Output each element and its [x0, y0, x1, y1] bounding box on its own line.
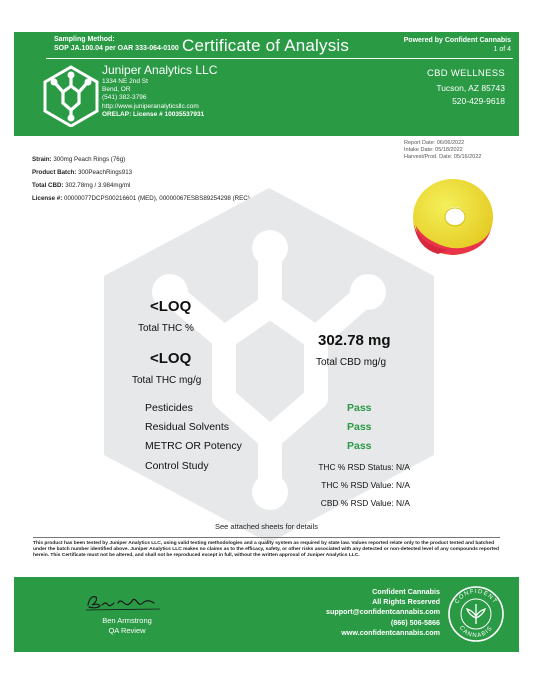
disclaimer-divider [33, 537, 500, 538]
total-thc-mg-label: Total THC mg/g [132, 375, 202, 386]
page-number: 1 of 4 [493, 46, 511, 53]
juniper-molecule-logo-icon [42, 65, 100, 127]
lab-url-link[interactable]: http://www.juniperanalyticsllc.com [102, 102, 199, 110]
test-label-residual-solvents: Residual Solvents [145, 421, 230, 433]
test-result-pesticides: Pass [347, 402, 372, 414]
confident-cannabis-contact: Confident Cannabis All Rights Reserved support@confidentcannabis.com (866) 506-5866 www.confidentcannabis.com [325, 587, 440, 637]
cbd-rsd-value: CBD % RSD Value: N/A [320, 498, 410, 508]
intake-date: Intake Date: 05/18/2022 [404, 147, 463, 153]
thc-rsd-status: THC % RSD Status: N/A [318, 462, 410, 472]
document-title: Certificate of Analysis [182, 36, 350, 55]
disclaimer-text: This product has been tested by Juniper Analytics LLC, using valid testing methodologies and a quality system as required by state law. Values reported relate only to the product tested and batched under the batch number identified above. Juniper Analytics LLC makes no claims as to the efficacy, safety, or other risks associated with any detected or non-detected level of any compounds reported herein. This Certificate must not be altered, and shall not be reproduced except in full, without the written approval of Juniper Analytics LLC. [33, 541, 499, 559]
test-label-control-study: Control Study [145, 460, 209, 472]
total-thc-percent-label: Total THC % [138, 323, 194, 334]
client-name: CBD WELLNESS [426, 68, 505, 79]
client-address: Tucson, AZ 85743 [436, 83, 505, 93]
signer-name: Ben Armstrong [102, 616, 152, 625]
signer [92, 616, 162, 636]
confident-cannabis-seal-icon [447, 585, 505, 643]
powered-by: Powered by Confident Cannabis 1 of 4 [403, 37, 511, 53]
lab-name: Juniper Analytics LLC [102, 63, 218, 77]
thc-rsd-value: THC % RSD Value: N/A [321, 480, 410, 490]
cc-url-link[interactable]: www.confidentcannabis.com [341, 627, 440, 637]
seal-text-top: CONFIDENT [454, 588, 498, 606]
license-row: License #: 00000077DCPS00216601 (MED), 00000067ESBS89254298 (REC) [32, 195, 250, 202]
total-thc-mg-value: <LOQ [150, 350, 192, 367]
signer-role: QA Review [108, 626, 146, 635]
footer-banner [14, 577, 519, 652]
see-attached-note: See attached sheets for details [215, 522, 318, 531]
client-info [427, 68, 505, 106]
header-banner [14, 32, 519, 136]
harvest-date: Harvest/Prod. Date: 05/16/2022 [404, 154, 482, 160]
signature-image [84, 591, 164, 613]
total-cbd-value: 302.78 mg [318, 332, 391, 349]
total-cbd-label: Total CBD mg/g [316, 357, 387, 368]
test-result-metrc-potency: Pass [347, 440, 372, 452]
seal-text-bottom: CANNABIS [457, 625, 495, 640]
header-divider [46, 58, 513, 59]
report-dates [404, 140, 481, 161]
cc-email-link[interactable]: support@confidentcannabis.com [325, 607, 440, 617]
sampling-method: Sampling Method: SOP JA.100.04 per OAR 333-064-0100 [54, 36, 179, 52]
total-thc-percent-value: <LOQ [150, 298, 192, 315]
report-date: Report Date: 06/06/2022 [404, 140, 465, 146]
total-cbd-row: Total CBD: 302.78mg / 3.984mg/ml [32, 182, 131, 189]
lab-contact: 1334 NE 2nd St Bend, OR (541) 382-3796 http://www.juniperanalyticsllc.com ORELAP: License # 10035537931 [102, 78, 205, 118]
test-label-metrc-potency: METRC OR Potency [145, 440, 242, 452]
strain-row: Strain: 300mg Peach Rings (76g) [32, 156, 126, 163]
batch-row: Product Batch: 300PeachRings913 [32, 169, 133, 176]
test-label-pesticides: Pesticides [145, 402, 193, 414]
test-result-residual-solvents: Pass [347, 421, 372, 433]
client-phone: 520-429-9618 [452, 96, 505, 106]
